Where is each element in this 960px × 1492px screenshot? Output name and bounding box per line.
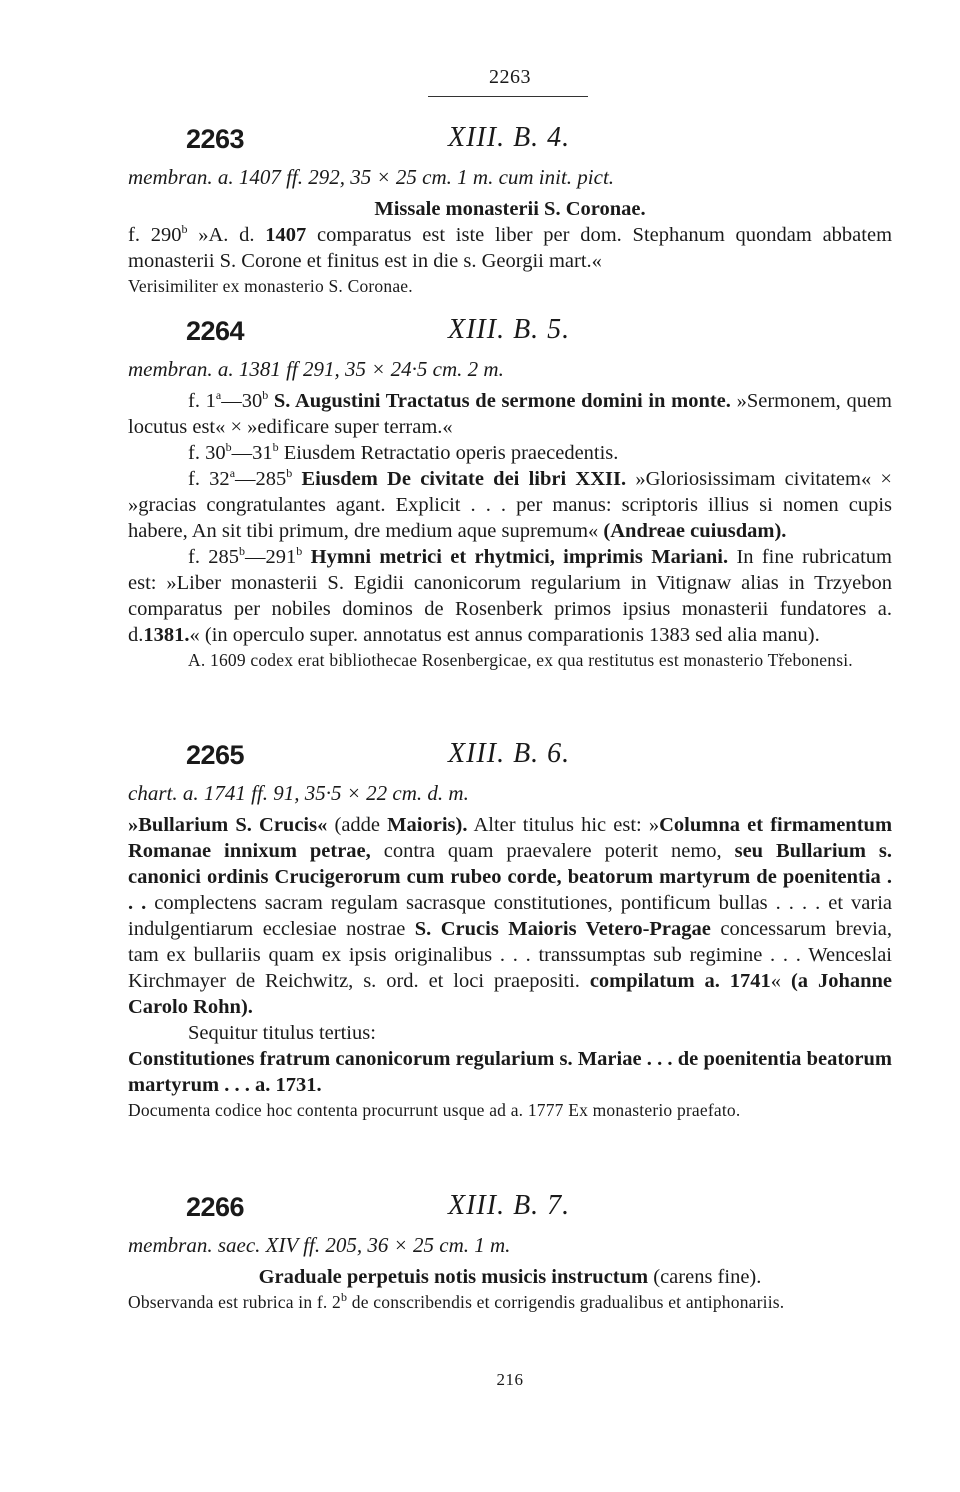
entry-note: A. 1609 codex erat bibliothecae Rosenbergicae, ex qua restitutus est monasterio Třebonensi. <box>188 650 853 670</box>
entry-heading <box>128 740 892 780</box>
entry-heading <box>128 316 892 356</box>
entry-2265 <box>128 740 892 1122</box>
folio-line-3: f. 32$^a$—285$^b$ Eiusdem De civitate dei libri XXII. »Gloriosissimam civitatem« × »gracias congratulantes agant. Explicit . . . per manus: scriptoris illius si nomen cupis habere, An sit tibi primum, dre medium aque supremum« (Andreae cuiusdam). <box>128 466 892 542</box>
folio-line-2: f. 30$^b$—31$^b$ Eiusdem Retractatio operis praecedentis. <box>188 440 619 464</box>
entry-description: chart. a. 1741 ff. 91, 35·5 × 22 cm. d. m. <box>128 781 469 805</box>
entry-signature: XIII. B. 6. <box>448 738 571 769</box>
entry-number: 2263 <box>186 124 245 154</box>
entry-description: membran. a. 1381 ff 291, 35 × 24·5 cm. 2 m. <box>128 357 504 381</box>
entry-number: 2265 <box>186 740 245 770</box>
entry-2263 <box>128 124 892 298</box>
running-head: 2263 <box>489 66 531 88</box>
entry-signature: XIII. B. 4. <box>448 122 571 153</box>
entry-title: Graduale perpetuis notis musicis instructum (carens fine). <box>258 1266 762 1288</box>
entry-description: membran. saec. XIV ff. 205, 36 × 25 cm. 1 m. <box>128 1233 511 1257</box>
entry-title: Missale monasterii S. Coronae. <box>374 198 646 220</box>
entry-number: 2264 <box>186 316 245 346</box>
entry-text: f. 290$^b$ »A. d. 1407 comparatus est iste liber per dom. Stephanum quondam abbatem monasterii S. Corone et finitus est in die s. Georgii mart.« <box>128 222 893 272</box>
entry-text: »Bullarium S. Crucis« (adde Maioris). Alter titulus hic est: »Columna et firmamentum Romanae innixum petrae, contra quam praevalere poterit nemo, seu Bullarium s. canonici ordinis Crucigerorum cum rubeo corde, beatorum martyrum de poenitentia . . . complectens sacram regulam sacrasque constitutiones, pontificum bullas . . . . et varia indulgentiarum ecclesiae nostrae S. Crucis Maioris Vetero-Pragae concessarum brevia, tam ex bullariis quam ex ipsis originalibus . . . transsumptas sub regimine . . . Wenceslai Kirchmayer de Reichwitz, s. ord. et loci praepositi. compilatum a. 1741« (a Johanne Carolo Rohn). <box>128 814 893 1018</box>
entry-note: Observanda est rubrica in f. 2$^b$ de conscribendis et corrigendis gradualibus et antiphonariis. <box>128 1290 785 1312</box>
entry-2266 <box>128 1192 892 1314</box>
entry-signature: XIII. B. 7. <box>448 1190 571 1221</box>
entry-heading <box>128 124 892 164</box>
entry-note: Documenta codice hoc contenta procurrunt usque ad a. 1777 Ex monasterio praefato. <box>128 1100 741 1120</box>
entry-signature: XIII. B. 5. <box>448 314 571 345</box>
entry-number: 2266 <box>186 1192 245 1222</box>
entry-2264 <box>128 316 892 672</box>
folio-line-1: f. 1$^a$—30$^b$ S. Augustini Tractatus de sermone domini in monte. »Sermonem, quem locutus est« × »edificare super terram.« <box>128 388 893 438</box>
page-number: 216 <box>496 1370 524 1389</box>
entry-third-title: Constitutiones fratrum canonicorum regularium s. Mariae . . . de poenitentia beatorum martyrum . . . a. 1731. <box>128 1048 892 1096</box>
entry-heading <box>128 1192 892 1232</box>
entry-note: Verisimiliter ex monasterio S. Coronae. <box>128 276 413 296</box>
header-rule <box>428 96 588 97</box>
entry-description: membran. a. 1407 ff. 292, 35 × 25 cm. 1 m. cum init. pict. <box>128 165 615 189</box>
folio-line-4: f. 285$^b$—291$^b$ Hymni metrici et rhytmici, imprimis Mariani. In fine rubricatum est: »Liber monasterii S. Egidii canonicorum regularium in Vitignaw alias in Trzyebon comparatus per nobiles dominos de Rosenberk primos ipsius monasterii fundatores a. d.1381.« (in operculo super. annotatus est annus comparationis 1383 sed alia manu). <box>128 544 893 646</box>
entry-sequitur: Sequitur titulus tertius: <box>188 1022 376 1044</box>
